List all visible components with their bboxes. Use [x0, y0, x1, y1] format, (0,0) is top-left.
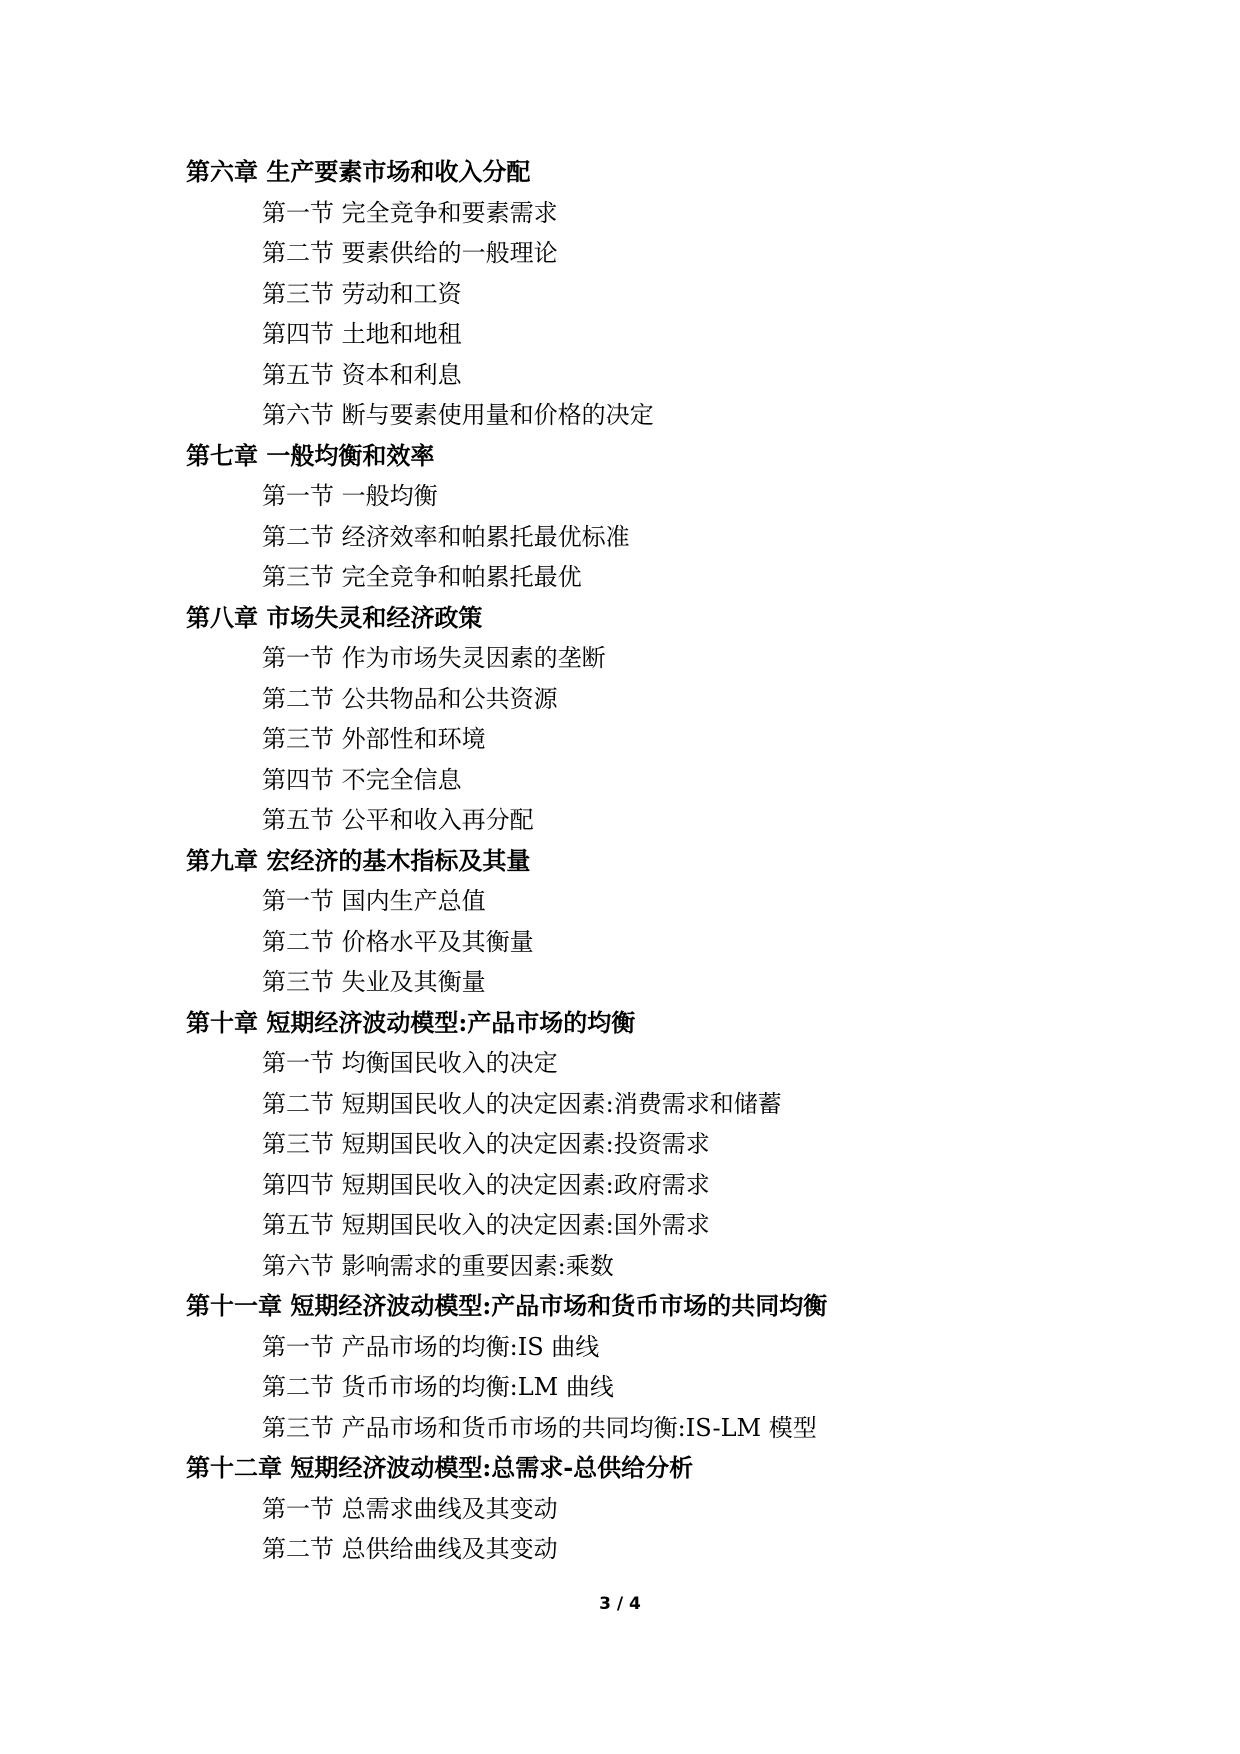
- chapter-heading: 第六章 生产要素市场和收入分配: [186, 157, 531, 186]
- section-entry: 第二节 公共物品和公共资源: [262, 684, 558, 713]
- section-entry: 第四节 土地和地租: [262, 320, 462, 348]
- section-entry: 第一节 产品市场的均衡:IS 曲线: [262, 1332, 600, 1361]
- section-entry: 第六节 断与要素使用量和价格的决定: [262, 401, 654, 429]
- page-number: 3 / 4: [599, 1594, 641, 1614]
- table-of-contents: [186, 152, 1186, 1570]
- chapter-heading: 第十章 短期经济波动模型:产品市场的均衡: [186, 1007, 636, 1037]
- section-entry: 第三节 短期国民收入的决定因素:投资需求: [262, 1130, 710, 1158]
- chapter-heading: 第十一章 短期经济波动模型:产品市场和货币市场的共同均衡: [186, 1291, 828, 1320]
- section-entry: 第二节 货币市场的均衡:LM 曲线: [262, 1373, 614, 1401]
- section-entry: 第二节 价格水平及其衡量: [262, 927, 534, 956]
- section-entry: 第六节 影响需求的重要因素:乘数: [262, 1251, 614, 1280]
- section-entry: 第三节 完全竞争和帕累托最优: [262, 563, 582, 591]
- section-entry: 第一节 总需求曲线及其变动: [262, 1494, 558, 1523]
- chapter-heading: 第十二章 短期经济波动模型:总需求-总供给分析: [186, 1453, 694, 1482]
- section-entry: 第二节 总供给曲线及其变动: [262, 1535, 558, 1563]
- section-entry: 第二节 短期国民收人的决定因素:消费需求和储蓄: [262, 1089, 782, 1118]
- section-entry: 第二节 经济效率和帕累托最优标准: [262, 522, 630, 551]
- chapter-heading: 第九章 宏经济的基木指标及其量: [186, 845, 531, 875]
- section-entry: 第一节 一般均衡: [262, 482, 438, 510]
- section-entry: 第一节 均衡国民收入的决定: [262, 1049, 558, 1077]
- section-entry: 第一节 完全竞争和要素需求: [262, 198, 558, 227]
- section-entry: 第三节 外部性和环境: [262, 725, 486, 753]
- section-entry: 第五节 短期国民收入的决定因素:国外需求: [262, 1211, 710, 1239]
- section-entry: 第三节 失业及其衡量: [262, 968, 486, 996]
- section-entry: 第五节 资本和利息: [262, 360, 462, 389]
- section-entry: 第二节 要素供给的一般理论: [262, 239, 558, 267]
- section-entry: 第一节 国内生产总值: [262, 887, 486, 915]
- section-entry: 第四节 不完全信息: [262, 765, 462, 794]
- chapter-heading: 第八章 市场失灵和经济政策: [186, 602, 483, 632]
- section-entry: 第五节 公平和收入再分配: [262, 806, 534, 834]
- section-entry: 第三节 产品市场和货币市场的共同均衡:IS-LM 模型: [262, 1413, 817, 1442]
- section-entry: 第四节 短期国民收入的决定因素:政府需求: [262, 1170, 710, 1199]
- chapter-heading: 第七章 一般均衡和效率: [186, 440, 435, 470]
- section-entry: 第三节 劳动和工资: [262, 279, 462, 308]
- section-entry: 第一节 作为市场失灵因素的垄断: [262, 644, 606, 672]
